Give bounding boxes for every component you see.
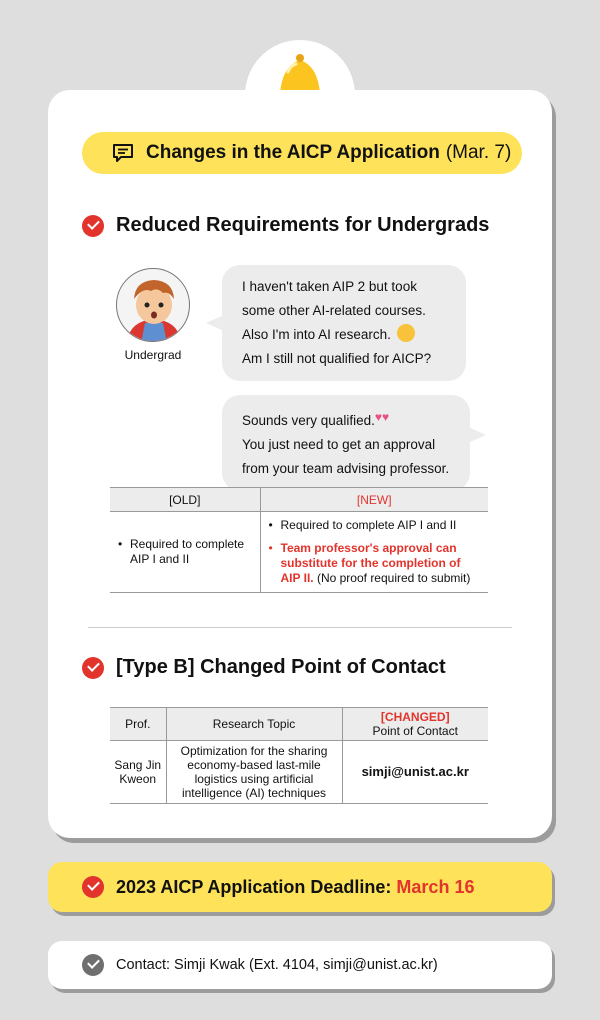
avatar xyxy=(116,268,190,342)
col-prof: Prof. xyxy=(110,708,166,741)
table-header-row xyxy=(110,488,488,512)
deadline-date: March 16 xyxy=(396,876,475,897)
question-line: Am I still not qualified for AICP? xyxy=(242,351,432,366)
new-requirement: • Required to complete AIP I and II xyxy=(267,518,483,533)
section-title-text: [Type B] Changed Point of Contact xyxy=(116,656,446,678)
col-old: [OLD] xyxy=(110,488,260,512)
contact-bar xyxy=(48,941,552,989)
section-title-text: Reduced Requirements for Undergrads xyxy=(116,214,490,236)
question-line: I haven't taken AIP 2 but took xyxy=(242,279,417,294)
col-new: [NEW] xyxy=(260,488,488,512)
deadline-label: 2023 AICP Application Deadline: xyxy=(116,876,392,897)
banner-title: Changes in the AICP Application xyxy=(146,142,440,163)
table-header-row xyxy=(110,708,488,741)
deadline-bar xyxy=(48,862,552,912)
pleading-face-icon xyxy=(397,324,415,342)
new-cell xyxy=(260,512,488,593)
question-bubble xyxy=(222,265,466,381)
avatar-label: Undergrad xyxy=(124,348,182,362)
old-cell xyxy=(110,512,260,593)
main-card xyxy=(48,90,552,838)
table-row xyxy=(110,741,488,804)
check-icon xyxy=(82,954,104,976)
banner-date: (Mar. 7) xyxy=(445,142,512,163)
contact-table xyxy=(110,707,488,804)
changed-label: [CHANGED] xyxy=(380,710,450,724)
requirements-table xyxy=(110,487,488,593)
answer-bubble xyxy=(222,395,470,491)
col-contact xyxy=(342,708,488,741)
col-topic: Research Topic xyxy=(166,708,342,741)
check-icon xyxy=(82,657,104,679)
check-icon xyxy=(82,215,104,237)
answer-line: from your team advising professor. xyxy=(242,461,450,476)
question-line: some other AI-related courses. xyxy=(242,303,426,318)
chat-icon xyxy=(112,143,134,163)
old-requirement: • Required to complete AIP I and II xyxy=(116,537,254,567)
section-undergrad-title xyxy=(82,214,489,237)
student-face-icon xyxy=(117,269,190,342)
new-requirement-substitute: • Team professor's approval can substitute for the completion of AIP II. (No proof required to submit) xyxy=(267,541,483,586)
check-icon xyxy=(82,876,104,898)
answer-line: You just need to get an approval xyxy=(242,437,436,452)
table-row xyxy=(110,512,488,593)
topic-cell: Optimization for the sharing economy-based last-mile logistics using artificial intelligence (AI) techniques xyxy=(166,741,342,804)
answer-line: Sounds very qualified.♥♥ xyxy=(242,410,390,428)
prof-cell: Sang Jin Kweon xyxy=(110,741,166,804)
contact-cell: simji@unist.ac.kr xyxy=(342,741,488,804)
two-hearts-icon: ♥♥ xyxy=(374,410,390,424)
undergrad-avatar-block xyxy=(114,268,192,362)
question-line: Also I'm into AI research. xyxy=(242,323,446,347)
contact-text: Contact: Simji Kwak (Ext. 4104, simji@unist.ac.kr) xyxy=(116,957,438,973)
section-contact-title xyxy=(82,656,446,679)
contact-label: Point of Contact xyxy=(372,724,458,738)
divider xyxy=(88,627,512,628)
changes-banner xyxy=(82,132,522,174)
